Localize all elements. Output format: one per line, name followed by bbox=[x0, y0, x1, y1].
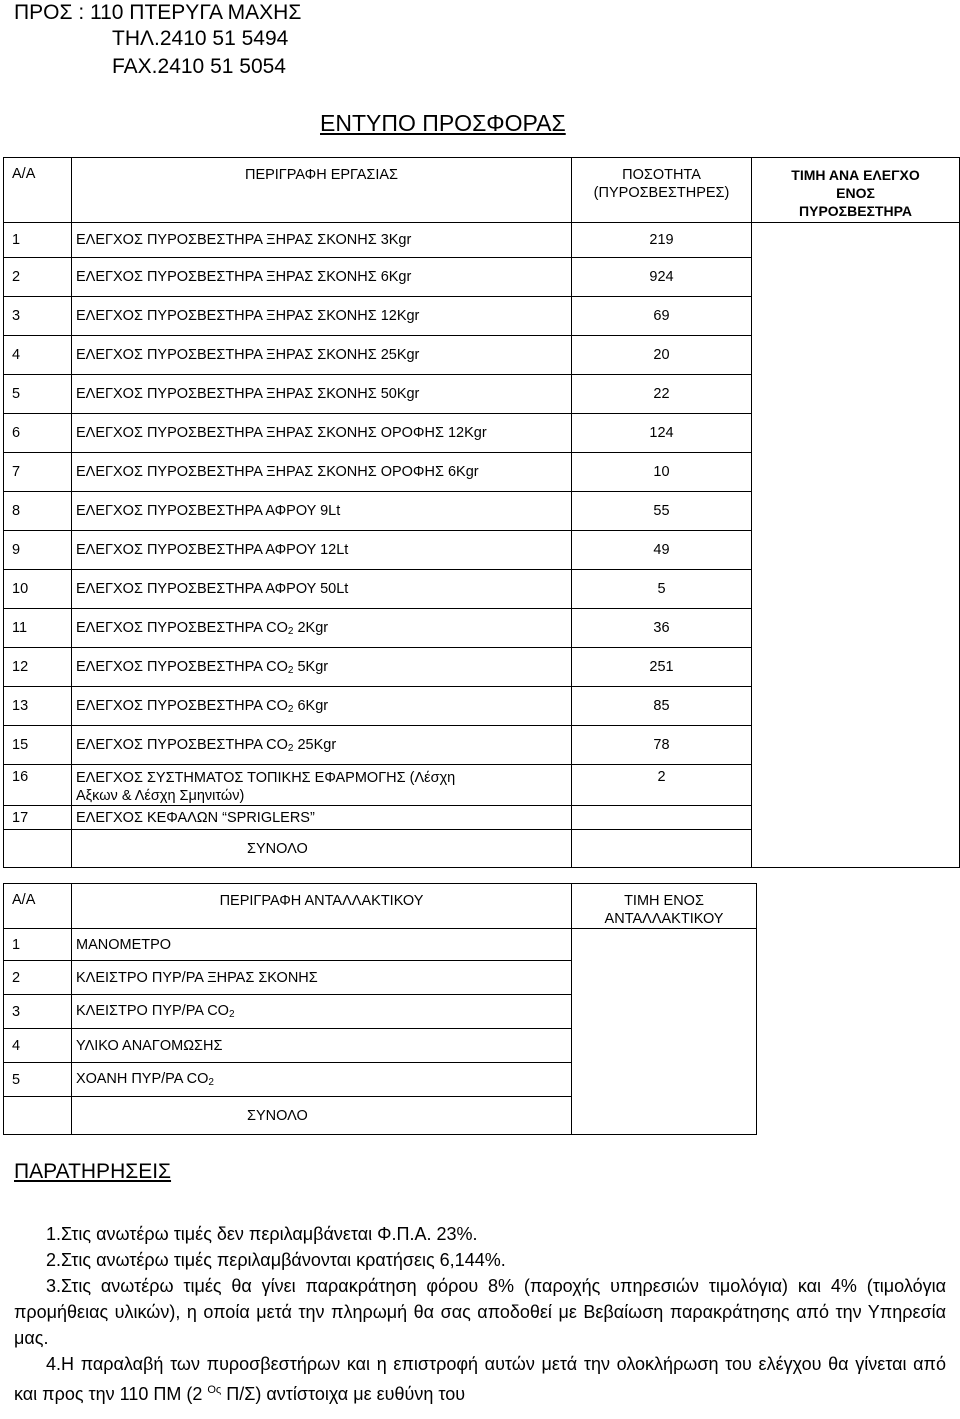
col-aa-header: Α/Α bbox=[4, 158, 72, 223]
row-desc-text: ΕΛΕΓΧΟΣ ΠΥΡΟΣΒΕΣΤΗΡΑ ΑΦΡΟΥ 9Lt bbox=[76, 503, 341, 519]
row-desc-text: ΜΑΝΟΜΕΤΡΟ bbox=[76, 936, 172, 953]
col-qty-header-l2: (ΠΥΡΟΣΒΕΣΤΗΡΕΣ) bbox=[593, 185, 730, 201]
table-row bbox=[4, 929, 757, 961]
row-number: 2 bbox=[4, 961, 72, 995]
row-number: 1 bbox=[4, 223, 72, 258]
table-row bbox=[4, 258, 960, 297]
total-row bbox=[4, 1097, 757, 1135]
row-price-cell[interactable] bbox=[572, 961, 757, 995]
row-desc-suffix: 25Kgr bbox=[293, 736, 337, 753]
table-row bbox=[4, 414, 960, 453]
row-quantity: 10 bbox=[572, 453, 752, 492]
row-number: 3 bbox=[4, 995, 72, 1029]
table-row bbox=[4, 570, 960, 609]
row-desc-suffix: 2Kgr bbox=[293, 619, 329, 636]
col-price-header-l1: ΤΙΜΗ ΕΝΟΣ bbox=[624, 893, 704, 909]
row-desc-text: ΕΛΕΓΧΟΣ ΠΥΡΟΣΒΕΣΤΗΡΑ CO bbox=[76, 658, 288, 675]
table-row bbox=[4, 492, 960, 531]
row-description bbox=[72, 609, 572, 648]
table-row bbox=[4, 1063, 757, 1097]
total-label: ΣΥΝΟΛΟ bbox=[72, 830, 572, 868]
row-desc-line2: Αξκων & Λέσχη Σμηνιτών) bbox=[76, 788, 245, 804]
row-description bbox=[72, 297, 572, 336]
row-price-cell[interactable] bbox=[752, 297, 960, 336]
notes-title: ΠΑΡΑΤΗΡΗΣΕΙΣ bbox=[14, 1160, 172, 1183]
row-price-cell[interactable] bbox=[752, 765, 960, 806]
row-description bbox=[72, 375, 572, 414]
note-4-text-b: Π/Σ) αντίστοιχα με ευθύνη του bbox=[221, 1384, 466, 1404]
col-price-header-l2: ΕΝΟΣ bbox=[836, 185, 875, 201]
row-description bbox=[72, 570, 572, 609]
row-price-cell[interactable] bbox=[572, 1063, 757, 1097]
row-price-cell[interactable] bbox=[752, 806, 960, 830]
col-price-header-l2: ΑΝΤΑΛΛΑΚΤΙΚΟΥ bbox=[604, 911, 724, 927]
row-number: 9 bbox=[4, 531, 72, 570]
row-desc-text: ΧΟΑΝΗ ΠΥΡ/ΡΑ CO bbox=[76, 1071, 209, 1087]
row-number: 4 bbox=[4, 1029, 72, 1063]
row-desc-sub: 2 bbox=[208, 1077, 214, 1088]
row-description bbox=[72, 531, 572, 570]
col-aa-header: Α/Α bbox=[4, 884, 72, 929]
row-quantity: 2 bbox=[572, 765, 752, 806]
work-table-header bbox=[4, 158, 960, 223]
table-row bbox=[4, 995, 757, 1029]
table-row bbox=[4, 687, 960, 726]
row-desc-sub: 2 bbox=[287, 742, 294, 754]
row-desc-text: ΕΛΕΓΧΟΣ ΠΥΡΟΣΒΕΣΤΗΡΑ ΑΦΡΟΥ 12Lt bbox=[76, 542, 349, 558]
table-row bbox=[4, 336, 960, 375]
note-4-sup: Ος bbox=[207, 1384, 222, 1396]
table-row bbox=[4, 531, 960, 570]
row-number: 15 bbox=[4, 726, 72, 765]
parts-table bbox=[3, 883, 757, 1135]
row-description bbox=[72, 492, 572, 531]
row-desc-sub: 2 bbox=[287, 703, 294, 715]
row-desc-text: ΕΛΕΓΧΟΣ ΠΥΡΟΣΒΕΣΤΗΡΑ CO bbox=[76, 736, 288, 753]
row-number: 1 bbox=[4, 929, 72, 961]
row-price-cell[interactable] bbox=[752, 453, 960, 492]
row-quantity: 55 bbox=[572, 492, 752, 531]
row-desc-text: ΕΛΕΓΧΟΣ ΠΥΡΟΣΒΕΣΤΗΡΑ ΞΗΡΑΣ ΣΚΟΝΗΣ 3Kgr bbox=[76, 232, 412, 248]
total-label: ΣΥΝΟΛΟ bbox=[72, 1097, 572, 1135]
row-desc-text: ΕΛΕΓΧΟΣ ΠΥΡΟΣΒΕΣΤΗΡΑ ΞΗΡΑΣ ΣΚΟΝΗΣ 6Kgr bbox=[76, 269, 412, 285]
table-row bbox=[4, 648, 960, 687]
row-number: 17 bbox=[4, 806, 72, 830]
row-desc-text: ΕΛΕΓΧΟΣ ΠΥΡΟΣΒΕΣΤΗΡΑ ΞΗΡΑΣ ΣΚΟΝΗΣ 25Kgr bbox=[76, 347, 420, 363]
parts-table-header bbox=[4, 884, 757, 929]
row-desc-sub: 2 bbox=[228, 1009, 235, 1020]
row-quantity: 22 bbox=[572, 375, 752, 414]
note-4-text-a: 4.Η παραλαβή των πυροσβεστήρων και η επιστροφή αυτών μετά την ολοκλήρωση του ελέγχου θα γίνεται από και προς την 110 ΠΜ (2 bbox=[14, 1354, 946, 1404]
total-row bbox=[4, 830, 960, 868]
row-price-cell[interactable] bbox=[572, 1029, 757, 1063]
row-price-cell[interactable] bbox=[752, 648, 960, 687]
table-row bbox=[4, 223, 960, 258]
row-quantity: 85 bbox=[572, 687, 752, 726]
row-description bbox=[72, 1029, 572, 1063]
row-quantity: 69 bbox=[572, 297, 752, 336]
row-desc-text: ΚΛΕΙΣΤΡΟ ΠΥΡ/ΡΑ CO bbox=[76, 1003, 229, 1019]
row-quantity: 78 bbox=[572, 726, 752, 765]
row-number: 2 bbox=[4, 258, 72, 297]
col-price-header-l3: ΠΥΡΟΣΒΕΣΤΗΡΑ bbox=[799, 203, 912, 219]
col-qty-header bbox=[572, 158, 752, 223]
row-desc-line1: ΕΛΕΓΧΟΣ ΣΥΣΤΗΜΑΤΟΣ ΤΟΠΙΚΗΣ ΕΦΑΡΜΟΓΗΣ (Λέσχη bbox=[76, 770, 456, 786]
col-desc-header: ΠΕΡΙΓΡΑΦΗ ΑΝΤΑΛΛΑΚΤΙΚΟΥ bbox=[72, 884, 572, 929]
row-description bbox=[72, 336, 572, 375]
row-price-cell[interactable] bbox=[752, 223, 960, 258]
row-description bbox=[72, 453, 572, 492]
row-desc-sub: 2 bbox=[287, 625, 294, 637]
row-number: 4 bbox=[4, 336, 72, 375]
row-desc-sub: 2 bbox=[287, 664, 294, 676]
row-description bbox=[72, 961, 572, 995]
total-price-cell[interactable] bbox=[752, 830, 960, 868]
row-description bbox=[72, 929, 572, 961]
row-quantity: 219 bbox=[572, 223, 752, 258]
fax-line: FAX.2410 51 5054 bbox=[112, 55, 286, 78]
row-description bbox=[72, 258, 572, 297]
row-desc-text: ΕΛΕΓΧΟΣ ΠΥΡΟΣΒΕΣΤΗΡΑ ΑΦΡΟΥ 50Lt bbox=[76, 581, 349, 597]
table-row bbox=[4, 765, 960, 806]
row-number: 16 bbox=[4, 765, 72, 806]
note-3: 3.Στις ανωτέρω τιμές θα γίνει παρακράτηση φόρου 8% (παροχής υπηρεσιών τιμολόγια) και 4% (τιμολόγια προμήθειας υλικών), η οποία μετά την πληρωμή θα σας αποδοθεί με Βεβαίωση παρακράτησης από την Υπηρεσία μας. bbox=[14, 1276, 946, 1348]
row-desc-text: ΕΛΕΓΧΟΣ ΠΥΡΟΣΒΕΣΤΗΡΑ CO bbox=[76, 697, 288, 714]
total-empty-cell bbox=[4, 830, 72, 868]
col-price-header bbox=[752, 158, 960, 223]
row-desc-text: ΕΛΕΓΧΟΣ ΠΥΡΟΣΒΕΣΤΗΡΑ CO bbox=[76, 619, 288, 636]
row-description bbox=[72, 726, 572, 765]
row-price-cell[interactable] bbox=[752, 492, 960, 531]
row-number: 13 bbox=[4, 687, 72, 726]
table-row bbox=[4, 609, 960, 648]
row-number: 5 bbox=[4, 375, 72, 414]
row-number: 7 bbox=[4, 453, 72, 492]
row-desc-suffix: 5Kgr bbox=[293, 658, 329, 675]
row-quantity: 924 bbox=[572, 258, 752, 297]
row-number: 3 bbox=[4, 297, 72, 336]
row-price-cell[interactable] bbox=[752, 336, 960, 375]
table-row bbox=[4, 1029, 757, 1063]
recipient-line: ΠΡΟΣ : 110 ΠΤΕΡΥΓΑ ΜΑΧΗΣ bbox=[14, 1, 302, 24]
row-description bbox=[72, 687, 572, 726]
row-number: 11 bbox=[4, 609, 72, 648]
row-quantity bbox=[572, 806, 752, 830]
table-row bbox=[4, 806, 960, 830]
row-quantity: 20 bbox=[572, 336, 752, 375]
row-desc-text: ΥΛΙΚΟ ΑΝΑΓΟΜΩΣΗΣ bbox=[76, 1037, 223, 1054]
col-price-header-l1: ΤΙΜΗ ΑΝΑ ΕΛΕΓΧΟ bbox=[791, 167, 920, 183]
row-price-cell[interactable] bbox=[752, 531, 960, 570]
row-quantity: 5 bbox=[572, 570, 752, 609]
total-qty-cell bbox=[572, 830, 752, 868]
table-row bbox=[4, 297, 960, 336]
row-number: 8 bbox=[4, 492, 72, 531]
col-desc-header: ΠΕΡΙΓΡΑΦΗ ΕΡΓΑΣΙΑΣ bbox=[72, 158, 572, 223]
table-row bbox=[4, 726, 960, 765]
row-number: 10 bbox=[4, 570, 72, 609]
row-number: 12 bbox=[4, 648, 72, 687]
row-price-cell[interactable] bbox=[572, 929, 757, 961]
row-price-cell[interactable] bbox=[752, 258, 960, 297]
row-desc-text: ΕΛΕΓΧΟΣ ΠΥΡΟΣΒΕΣΤΗΡΑ ΞΗΡΑΣ ΣΚΟΝΗΣ ΟΡΟΦΗΣ 12Kgr bbox=[76, 425, 487, 441]
row-price-cell[interactable] bbox=[752, 687, 960, 726]
table-row bbox=[4, 375, 960, 414]
col-qty-header-l1: ΠΟΣΟΤΗΤΑ bbox=[622, 167, 701, 183]
row-desc-text: ΕΛΕΓΧΟΣ ΠΥΡΟΣΒΕΣΤΗΡΑ ΞΗΡΑΣ ΣΚΟΝΗΣ 50Kgr bbox=[76, 386, 420, 402]
row-number: 5 bbox=[4, 1063, 72, 1097]
row-price-cell[interactable] bbox=[572, 995, 757, 1029]
total-price-cell[interactable] bbox=[572, 1097, 757, 1135]
note-4 bbox=[14, 1351, 946, 1407]
row-desc-text: ΚΛΕΙΣΤΡΟ ΠΥΡ/ΡΑ ΞΗΡΑΣ ΣΚΟΝΗΣ bbox=[76, 969, 318, 986]
page-title: ΕΝΤΥΠΟ ΠΡΟΣΦΟΡΑΣ bbox=[320, 110, 566, 136]
row-price-cell[interactable] bbox=[752, 414, 960, 453]
note-1: 1.Στις ανωτέρω τιμές δεν περιλαμβάνεται Φ.Π.Α. 23%. bbox=[46, 1224, 478, 1244]
table-row bbox=[4, 961, 757, 995]
row-description bbox=[72, 1063, 572, 1097]
row-desc-suffix: 6Kgr bbox=[293, 697, 329, 714]
row-desc-text: ΕΛΕΓΧΟΣ ΠΥΡΟΣΒΕΣΤΗΡΑ ΞΗΡΑΣ ΣΚΟΝΗΣ ΟΡΟΦΗΣ 6Kgr bbox=[76, 464, 479, 480]
row-description bbox=[72, 648, 572, 687]
phone-line: ΤΗΛ.2410 51 5494 bbox=[112, 27, 289, 50]
row-number: 6 bbox=[4, 414, 72, 453]
row-description bbox=[72, 765, 572, 806]
row-quantity: 124 bbox=[572, 414, 752, 453]
row-description bbox=[72, 995, 572, 1029]
total-empty-cell bbox=[4, 1097, 72, 1135]
table-row bbox=[4, 453, 960, 492]
row-quantity: 36 bbox=[572, 609, 752, 648]
row-quantity: 251 bbox=[572, 648, 752, 687]
row-quantity: 49 bbox=[572, 531, 752, 570]
row-price-cell[interactable] bbox=[752, 570, 960, 609]
col-price-header bbox=[572, 884, 757, 929]
row-price-cell[interactable] bbox=[752, 726, 960, 765]
row-description bbox=[72, 223, 572, 258]
row-price-cell[interactable] bbox=[752, 375, 960, 414]
note-2: 2.Στις ανωτέρω τιμές περιλαμβάνονται κρατήσεις 6,144%. bbox=[46, 1250, 506, 1270]
work-table bbox=[3, 157, 960, 868]
row-description bbox=[72, 414, 572, 453]
row-desc-text: ΕΛΕΓΧΟΣ ΠΥΡΟΣΒΕΣΤΗΡΑ ΞΗΡΑΣ ΣΚΟΝΗΣ 12Kgr bbox=[76, 308, 420, 324]
row-price-cell[interactable] bbox=[752, 609, 960, 648]
row-description: ΕΛΕΓΧΟΣ ΚΕΦΑΛΩΝ “SPRIGLERS” bbox=[72, 806, 572, 830]
